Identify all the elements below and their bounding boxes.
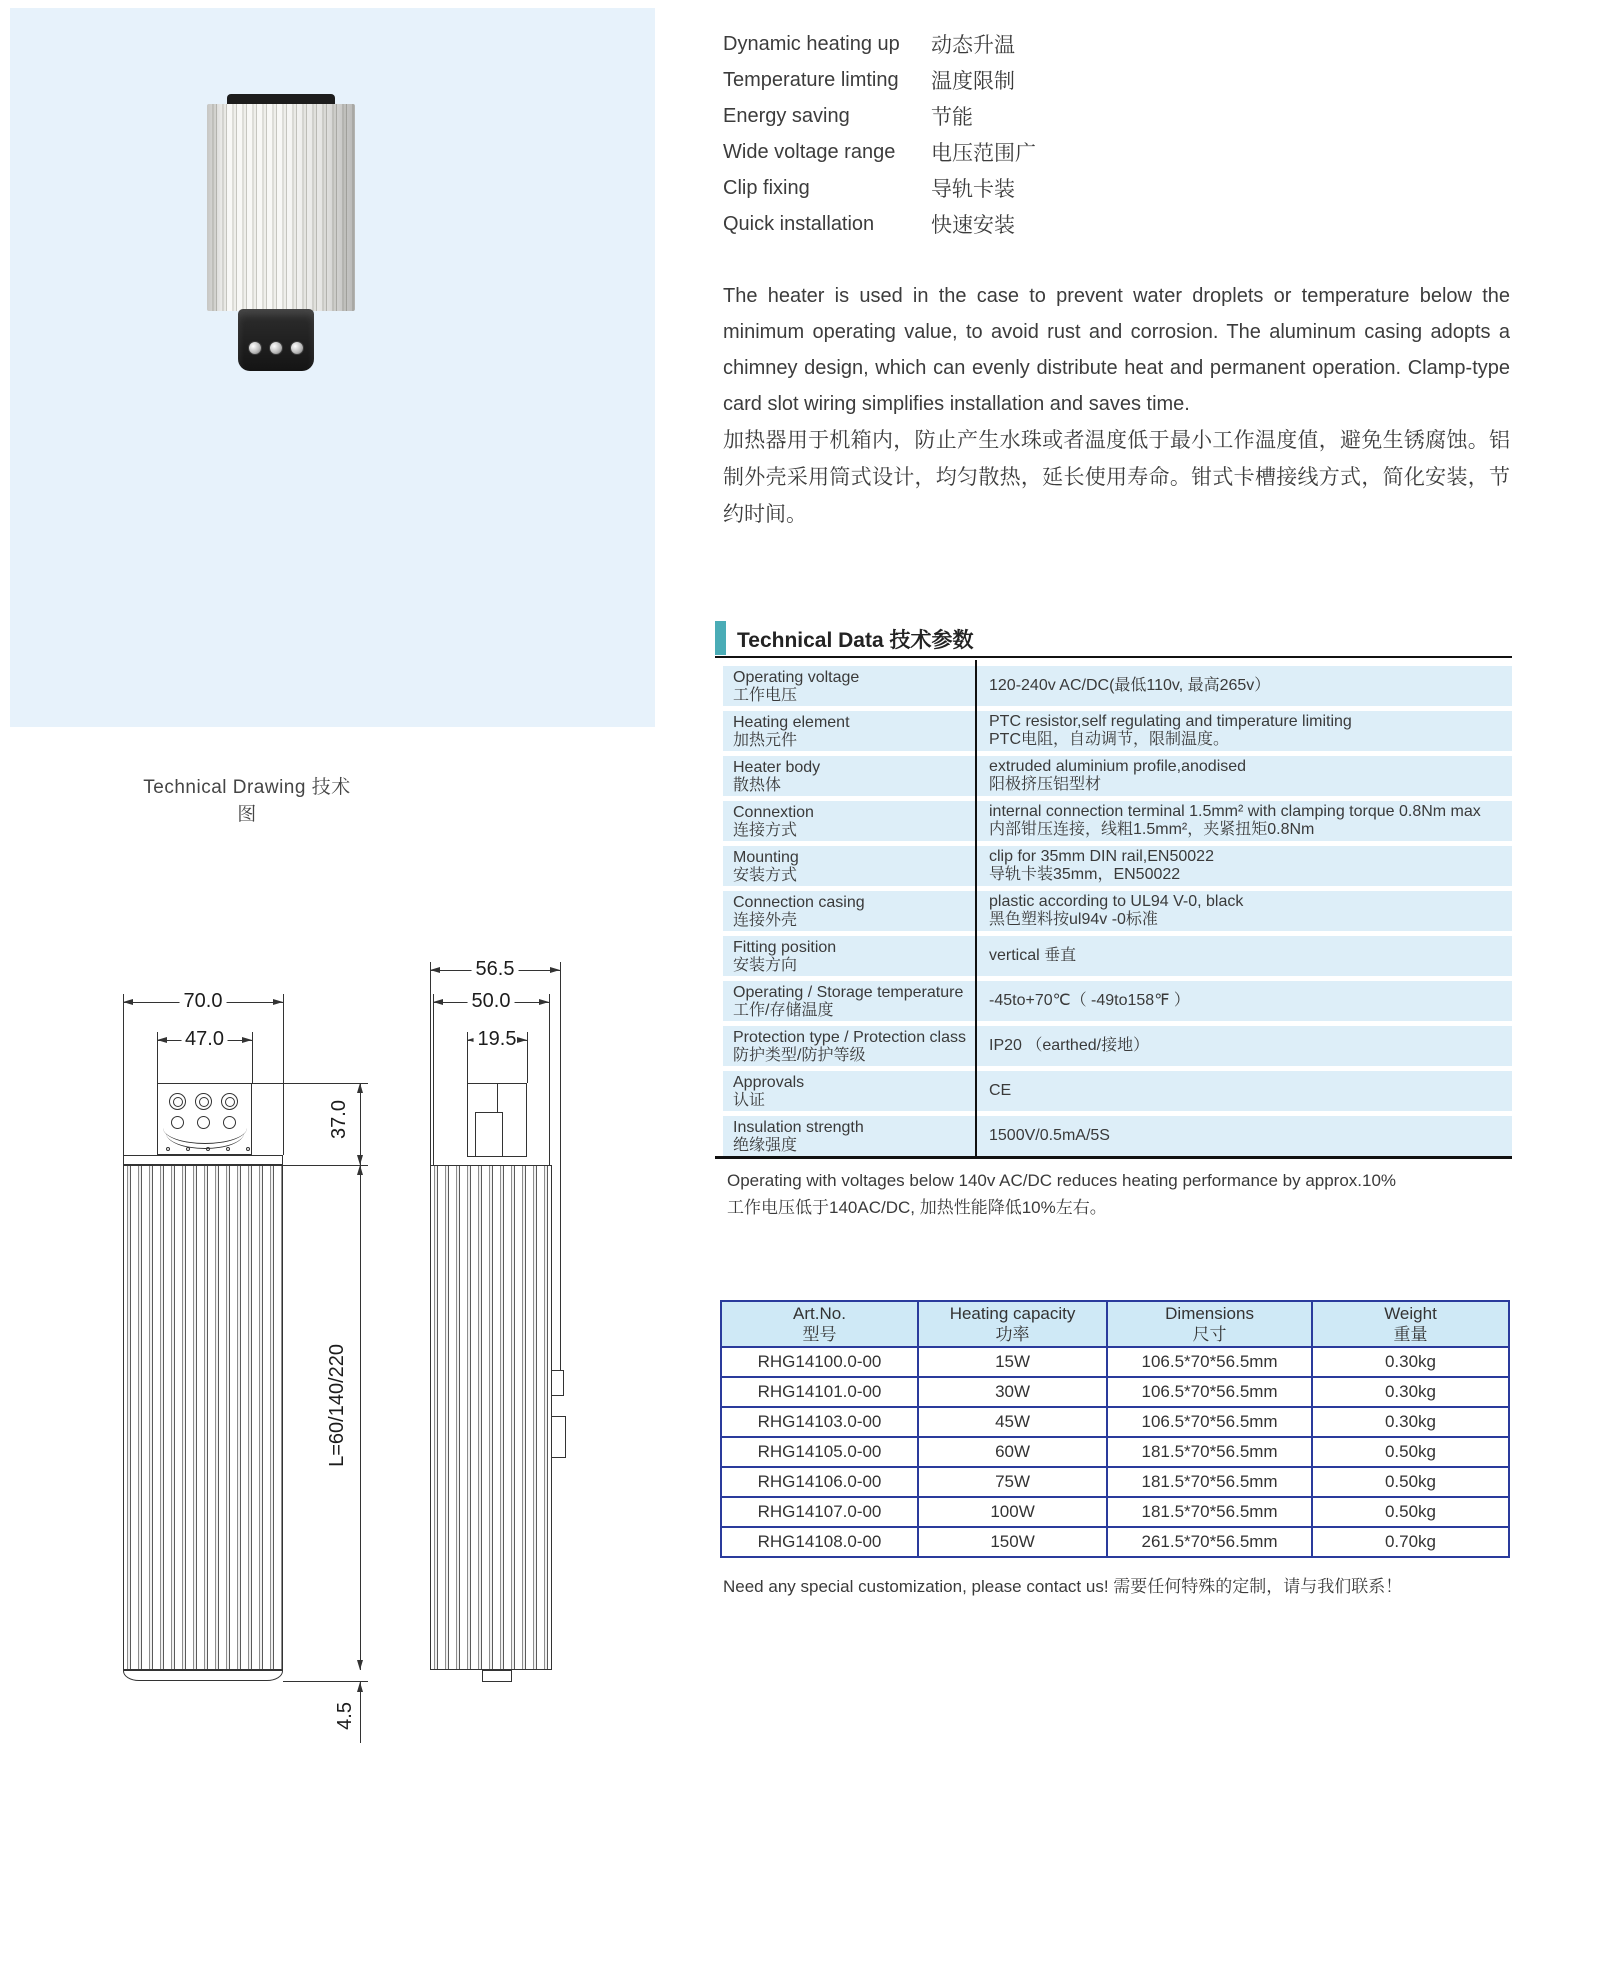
note-en: Operating with voltages below 140v AC/DC reduces heating performance by approx.10% bbox=[727, 1171, 1397, 1190]
heating-capacity: 15W bbox=[918, 1347, 1107, 1377]
dimensions: 181.5*70*56.5mm bbox=[1107, 1467, 1312, 1497]
weight: 0.30kg bbox=[1312, 1347, 1509, 1377]
tech-value: 120-240v AC/DC(最低110v, 最高265v） bbox=[989, 677, 1271, 694]
extension-line bbox=[549, 994, 550, 1165]
terminal-screw-icon bbox=[221, 1093, 238, 1110]
front-flange bbox=[123, 1155, 283, 1165]
weight: 0.30kg bbox=[1312, 1407, 1509, 1437]
extension-line bbox=[283, 1165, 368, 1166]
customization-note: Need any special customization, please contact us! 需要任何特殊的定制，请与我们联系！ bbox=[723, 1577, 1403, 1596]
dim-label-50: 50.0 bbox=[468, 990, 515, 1013]
tech-row bbox=[723, 1071, 1512, 1111]
product-table-header bbox=[721, 1301, 1509, 1347]
product-row bbox=[721, 1527, 1509, 1557]
tech-value: -45to+70℃（ -49to158℉ ） bbox=[989, 992, 1190, 1009]
tech-label-zh: 连接外壳 bbox=[733, 912, 798, 929]
dim-side-depth bbox=[430, 958, 560, 980]
tech-value: 内部钳压连接，线粗1.5mm²，夹紧扭矩0.8Nm bbox=[989, 821, 1315, 838]
feature-item bbox=[723, 62, 1423, 98]
weight: 0.50kg bbox=[1312, 1497, 1509, 1527]
dim-label-19-5: 19.5 bbox=[474, 1028, 521, 1051]
feature-en: Clip fixing bbox=[723, 176, 810, 199]
feature-item bbox=[723, 134, 1423, 170]
heater-finned-body bbox=[207, 104, 355, 311]
tech-row bbox=[723, 891, 1512, 931]
tech-label-en: Heating element bbox=[733, 714, 850, 731]
dim-terminal-width bbox=[157, 1028, 252, 1050]
side-bottom-clip bbox=[482, 1670, 512, 1682]
tech-row bbox=[723, 756, 1512, 796]
dim-label-56-5: 56.5 bbox=[472, 958, 519, 981]
technical-data-table bbox=[723, 666, 1512, 1161]
art-no: RHG14105.0-00 bbox=[721, 1437, 918, 1467]
feature-list bbox=[723, 26, 1423, 242]
tech-label-zh: 绝缘强度 bbox=[733, 1137, 798, 1154]
tech-label-zh: 工作电压 bbox=[733, 687, 798, 704]
dim-terminal-height bbox=[360, 1083, 361, 1165]
tech-label-zh: 安装方式 bbox=[733, 867, 798, 884]
tech-label-en: Connextion bbox=[733, 804, 814, 821]
technical-drawing-caption: Technical Drawing 技术图 bbox=[143, 777, 351, 825]
header-en: Art.No. bbox=[793, 1304, 846, 1323]
tech-value: plastic according to UL94 V-0, black bbox=[989, 893, 1244, 910]
header-zh: 重量 bbox=[1393, 1325, 1428, 1344]
extension-line bbox=[283, 1681, 368, 1682]
extension-line bbox=[283, 994, 284, 1155]
feature-en: Quick installation bbox=[723, 212, 875, 235]
art-no: RHG14103.0-00 bbox=[721, 1407, 918, 1437]
front-fin-body bbox=[123, 1165, 283, 1670]
rivet-dot-icon bbox=[246, 1147, 250, 1151]
header-en: Weight bbox=[1384, 1304, 1437, 1323]
rivet-dot-icon bbox=[166, 1147, 170, 1151]
weight: 0.50kg bbox=[1312, 1467, 1509, 1497]
tech-label-zh: 防护类型/防护等级 bbox=[733, 1047, 866, 1064]
feature-item bbox=[723, 98, 1423, 134]
tech-row bbox=[723, 936, 1512, 976]
extension-line bbox=[430, 962, 431, 1165]
table-column-divider bbox=[975, 660, 977, 1156]
tech-label-en: Operating voltage bbox=[733, 669, 860, 686]
tech-label-zh: 安装方向 bbox=[733, 957, 798, 974]
dim-front-width bbox=[123, 990, 283, 1012]
feature-zh: 导轨卡装 bbox=[931, 178, 1015, 201]
dimensions: 106.5*70*56.5mm bbox=[1107, 1377, 1312, 1407]
dim-label-47: 47.0 bbox=[181, 1028, 228, 1051]
terminal-arc-line bbox=[166, 1117, 244, 1149]
tech-row bbox=[723, 801, 1512, 841]
terminal-screw-icon bbox=[269, 341, 283, 355]
din-clip-hook bbox=[551, 1416, 566, 1458]
tech-value: PTC resistor,self regulating and timperature limiting bbox=[989, 713, 1352, 730]
header-en: Heating capacity bbox=[949, 1304, 1076, 1323]
tech-value: internal connection terminal 1.5mm² with clamping torque 0.8Nm max bbox=[989, 803, 1481, 820]
header-en: Dimensions bbox=[1165, 1304, 1254, 1323]
tech-row bbox=[723, 1116, 1512, 1156]
feature-en: Temperature limting bbox=[723, 68, 899, 91]
weight: 0.30kg bbox=[1312, 1377, 1509, 1407]
tech-label-zh: 散热体 bbox=[733, 777, 782, 794]
extension-line bbox=[252, 1032, 253, 1083]
terminal-screw-icon bbox=[290, 341, 304, 355]
heating-capacity: 60W bbox=[918, 1437, 1107, 1467]
rivet-dot-icon bbox=[226, 1147, 230, 1151]
feature-item bbox=[723, 26, 1423, 62]
feature-en: Dynamic heating up bbox=[723, 32, 900, 55]
feature-zh: 快速安装 bbox=[931, 214, 1015, 237]
table-bottom-rule bbox=[715, 1156, 1512, 1159]
heating-capacity: 75W bbox=[918, 1467, 1107, 1497]
dim-body-length bbox=[360, 1165, 361, 1670]
product-row bbox=[721, 1497, 1509, 1527]
tech-row bbox=[723, 1026, 1512, 1066]
product-row bbox=[721, 1407, 1509, 1437]
header-zh: 功率 bbox=[995, 1325, 1030, 1344]
technical-data-note bbox=[727, 1167, 1512, 1221]
extension-line bbox=[123, 994, 124, 1155]
tech-value: vertical 垂直 bbox=[989, 947, 1077, 964]
product-row bbox=[721, 1467, 1509, 1497]
feature-en: Wide voltage range bbox=[723, 140, 896, 163]
tech-label-zh: 加热元件 bbox=[733, 732, 798, 749]
dimensions: 106.5*70*56.5mm bbox=[1107, 1347, 1312, 1377]
feature-item bbox=[723, 170, 1423, 206]
extension-line bbox=[252, 1083, 368, 1084]
dim-side-body bbox=[433, 990, 549, 1012]
extension-line bbox=[527, 1032, 528, 1083]
heater-terminal-block bbox=[238, 309, 314, 371]
tech-value: extruded aluminium profile,anodised bbox=[989, 758, 1247, 775]
dimensions: 261.5*70*56.5mm bbox=[1107, 1527, 1312, 1557]
dimensions: 181.5*70*56.5mm bbox=[1107, 1437, 1312, 1467]
side-fin-body bbox=[430, 1165, 552, 1670]
tech-label-zh: 认证 bbox=[733, 1092, 766, 1109]
art-no: RHG14107.0-00 bbox=[721, 1497, 918, 1527]
tech-value: clip for 35mm DIN rail,EN50022 bbox=[989, 848, 1214, 865]
dim-label-37: 37.0 bbox=[328, 1096, 351, 1143]
feature-zh: 动态升温 bbox=[931, 34, 1015, 57]
dim-clip-width bbox=[467, 1028, 527, 1050]
tech-value: PTC电阻，自动调节，限制温度。 bbox=[989, 731, 1230, 748]
dim-label-L: L=60/140/220 bbox=[326, 1340, 349, 1471]
dim-label-70: 70.0 bbox=[180, 990, 227, 1013]
tech-row bbox=[723, 846, 1512, 886]
terminal-screw-icon bbox=[195, 1093, 212, 1110]
feature-zh: 电压范围广 bbox=[931, 142, 1036, 165]
section-accent-bar bbox=[715, 621, 726, 655]
extension-line bbox=[433, 994, 434, 1165]
terminal-screw-icon bbox=[169, 1093, 186, 1110]
tech-label-zh: 工作/存储温度 bbox=[733, 1002, 834, 1019]
heating-capacity: 100W bbox=[918, 1497, 1107, 1527]
tech-label-en: Fitting position bbox=[733, 939, 837, 956]
din-clip-tab bbox=[551, 1370, 564, 1396]
tech-label-en: Approvals bbox=[733, 1074, 805, 1091]
product-table bbox=[720, 1300, 1510, 1558]
art-no: RHG14100.0-00 bbox=[721, 1347, 918, 1377]
tech-label-en: Operating / Storage temperature bbox=[733, 984, 964, 1001]
tech-label-en: Insulation strength bbox=[733, 1119, 864, 1136]
tech-value: IP20 （earthed/接地） bbox=[989, 1037, 1150, 1054]
description-en: The heater is used in the case to prevent water droplets or temperature below the minimum operating value, to avoid rust and corrosion. The aluminum casing adopts a chimney design, which can evenly distribute heat and permanent operation. Clamp-type card slot wiring simplifies installation and saves time. bbox=[723, 285, 1510, 415]
side-clamp-detail bbox=[475, 1112, 503, 1157]
front-bottom-lip bbox=[123, 1670, 283, 1681]
technical-drawing bbox=[90, 950, 600, 1820]
tech-label-en: Mounting bbox=[733, 849, 799, 866]
dimensions: 181.5*70*56.5mm bbox=[1107, 1497, 1312, 1527]
product-row bbox=[721, 1377, 1509, 1407]
tech-row bbox=[723, 981, 1512, 1021]
product-photo-panel bbox=[10, 8, 655, 727]
rivet-dot-icon bbox=[206, 1147, 210, 1151]
art-no: RHG14106.0-00 bbox=[721, 1467, 918, 1497]
tech-value: 黑色塑料按ul94v -0标准 bbox=[989, 911, 1158, 928]
tech-row bbox=[723, 666, 1512, 706]
tech-row bbox=[723, 711, 1512, 751]
feature-en: Energy saving bbox=[723, 104, 850, 127]
extension-line bbox=[560, 962, 561, 1382]
tech-value: 阳极挤压铝型材 bbox=[989, 776, 1102, 793]
tech-label-en: Connection casing bbox=[733, 894, 865, 911]
terminal-screw-icon bbox=[248, 341, 262, 355]
dim-label-4-5: 4.5 bbox=[334, 1698, 357, 1734]
product-row bbox=[721, 1347, 1509, 1377]
header-zh: 型号 bbox=[802, 1325, 837, 1344]
feature-zh: 节能 bbox=[931, 106, 973, 129]
tech-value: 1500V/0.5mA/5S bbox=[989, 1127, 1110, 1144]
heating-capacity: 150W bbox=[918, 1527, 1107, 1557]
art-no: RHG14101.0-00 bbox=[721, 1377, 918, 1407]
note-zh: 工作电压低于140AC/DC, 加热性能降低10%左右。 bbox=[727, 1198, 1107, 1217]
tech-label-en: Heater body bbox=[733, 759, 821, 776]
tech-value: CE bbox=[989, 1082, 1012, 1099]
heating-capacity: 30W bbox=[918, 1377, 1107, 1407]
feature-zh: 温度限制 bbox=[931, 70, 1015, 93]
heating-capacity: 45W bbox=[918, 1407, 1107, 1437]
art-no: RHG14108.0-00 bbox=[721, 1527, 918, 1557]
rivet-dot-icon bbox=[186, 1147, 190, 1151]
tech-value: 导轨卡装35mm，EN50022 bbox=[989, 866, 1181, 883]
technical-data-title: Technical Data 技术参数 bbox=[737, 629, 974, 652]
casing-detail-line bbox=[497, 1084, 498, 1112]
dimensions: 106.5*70*56.5mm bbox=[1107, 1407, 1312, 1437]
tech-label-en: Protection type / Protection class bbox=[733, 1029, 966, 1046]
dim-arrow-icon bbox=[357, 1682, 363, 1692]
product-row bbox=[721, 1437, 1509, 1467]
weight: 0.70kg bbox=[1312, 1527, 1509, 1557]
header-zh: 尺寸 bbox=[1192, 1325, 1227, 1344]
tech-label-zh: 连接方式 bbox=[733, 822, 798, 839]
description-zh: 加热器用于机箱内，防止产生水珠或者温度低于最小工作温度值，避免生锈腐蚀。铝制外壳采用筒式设计，均匀散热，延长使用寿命。钳式卡槽接线方式，简化安装，节约时间。 bbox=[723, 429, 1510, 526]
feature-item bbox=[723, 206, 1423, 242]
weight: 0.50kg bbox=[1312, 1437, 1509, 1467]
section-underline bbox=[715, 656, 1512, 658]
product-description bbox=[723, 278, 1510, 533]
